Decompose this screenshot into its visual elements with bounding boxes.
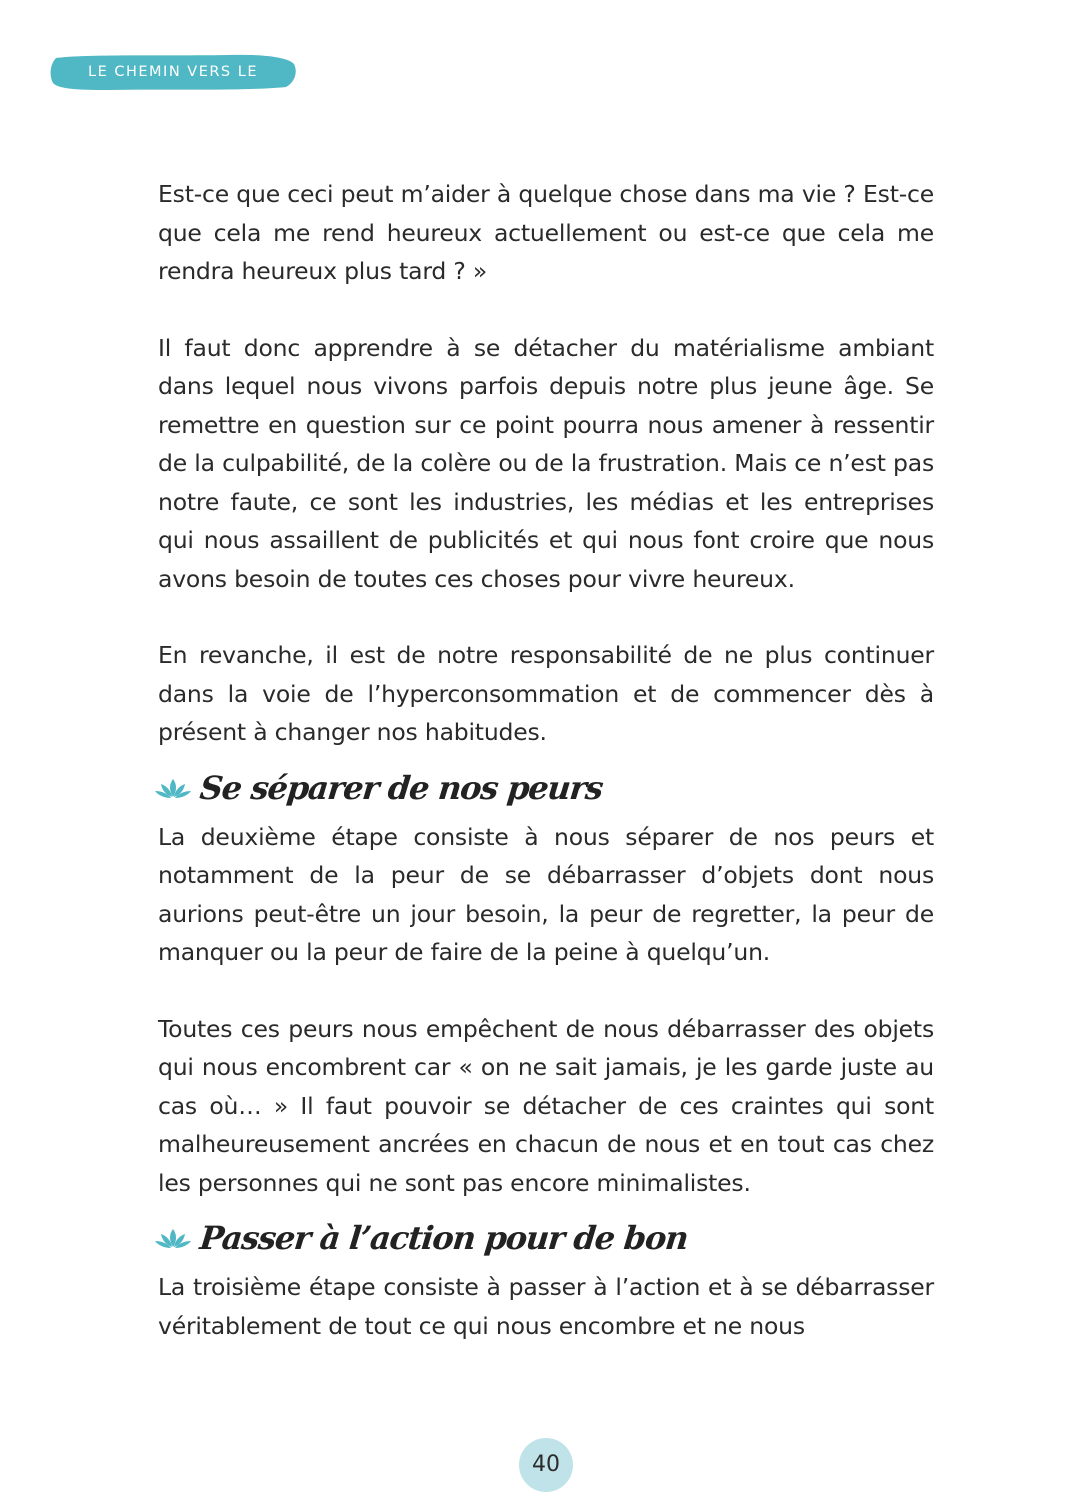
paragraph: En revanche, il est de notre responsabilité de ne plus continuer dans la voie de l’hyperconsommation et de commencer dès à présent à changer nos habitudes.: [158, 641, 934, 746]
lotus-icon: [154, 1227, 192, 1249]
paragraph: Toutes ces peurs nous empêchent de nous débarrasser des objets qui nous encombrent car « on ne sait jamais, je les garde juste au cas où… » Il faut pouvoir se détacher de ces craintes qui sont malheureusement ancrées en chacun de nous et en tout cas chez les personnes qui ne sont pas encore minimalistes.: [158, 1014, 934, 1197]
lotus-icon: [154, 777, 192, 799]
page-number: 40: [519, 1438, 573, 1492]
paragraph: Il faut donc apprendre à se détacher du matérialisme ambiant dans lequel nous vivons parfois depuis notre plus jeune âge. Se remettre en question sur ce point pourra nous amener à ressentir de la culpabilité, de la colère ou de la frustration. Mais ce n’est pas notre faute, ce sont les industries, les médias et les entreprises qui nous assaillent de publicités et qui nous font croire que nous avons besoin de toutes ces choses pour vivre heureux.: [158, 333, 934, 593]
paragraph: Est-ce que ceci peut m’aider à quelque chose dans ma vie ? Est-ce que cela me rend heureux actuellement ou est-ce que cela me rendra heureux plus tard ? »: [158, 180, 934, 285]
chapter-tag: [48, 52, 298, 120]
section-title: Se séparer de nos peurs: [198, 768, 605, 807]
page-body: [158, 175, 934, 1345]
chapter-label: LE CHEMIN VERS LE MINIMALISME: [88, 64, 258, 120]
section-heading: [154, 764, 934, 812]
paragraph: La troisième étape consiste à passer à l’action et à se débarrasser véritablement de tout ce qui nous encombre et ne nous: [158, 1273, 934, 1340]
section-title: Passer à l’action pour de bon: [198, 1219, 690, 1257]
paragraph: La deuxième étape consiste à nous séparer de nos peurs et notamment de la peur de se débarrasser d’objets dont nous aurions peut-être un jour besoin, la peur de regretter, la peur de manquer ou la peur de faire de la peine à quelqu’un.: [158, 822, 934, 966]
section-heading: [154, 1214, 934, 1262]
